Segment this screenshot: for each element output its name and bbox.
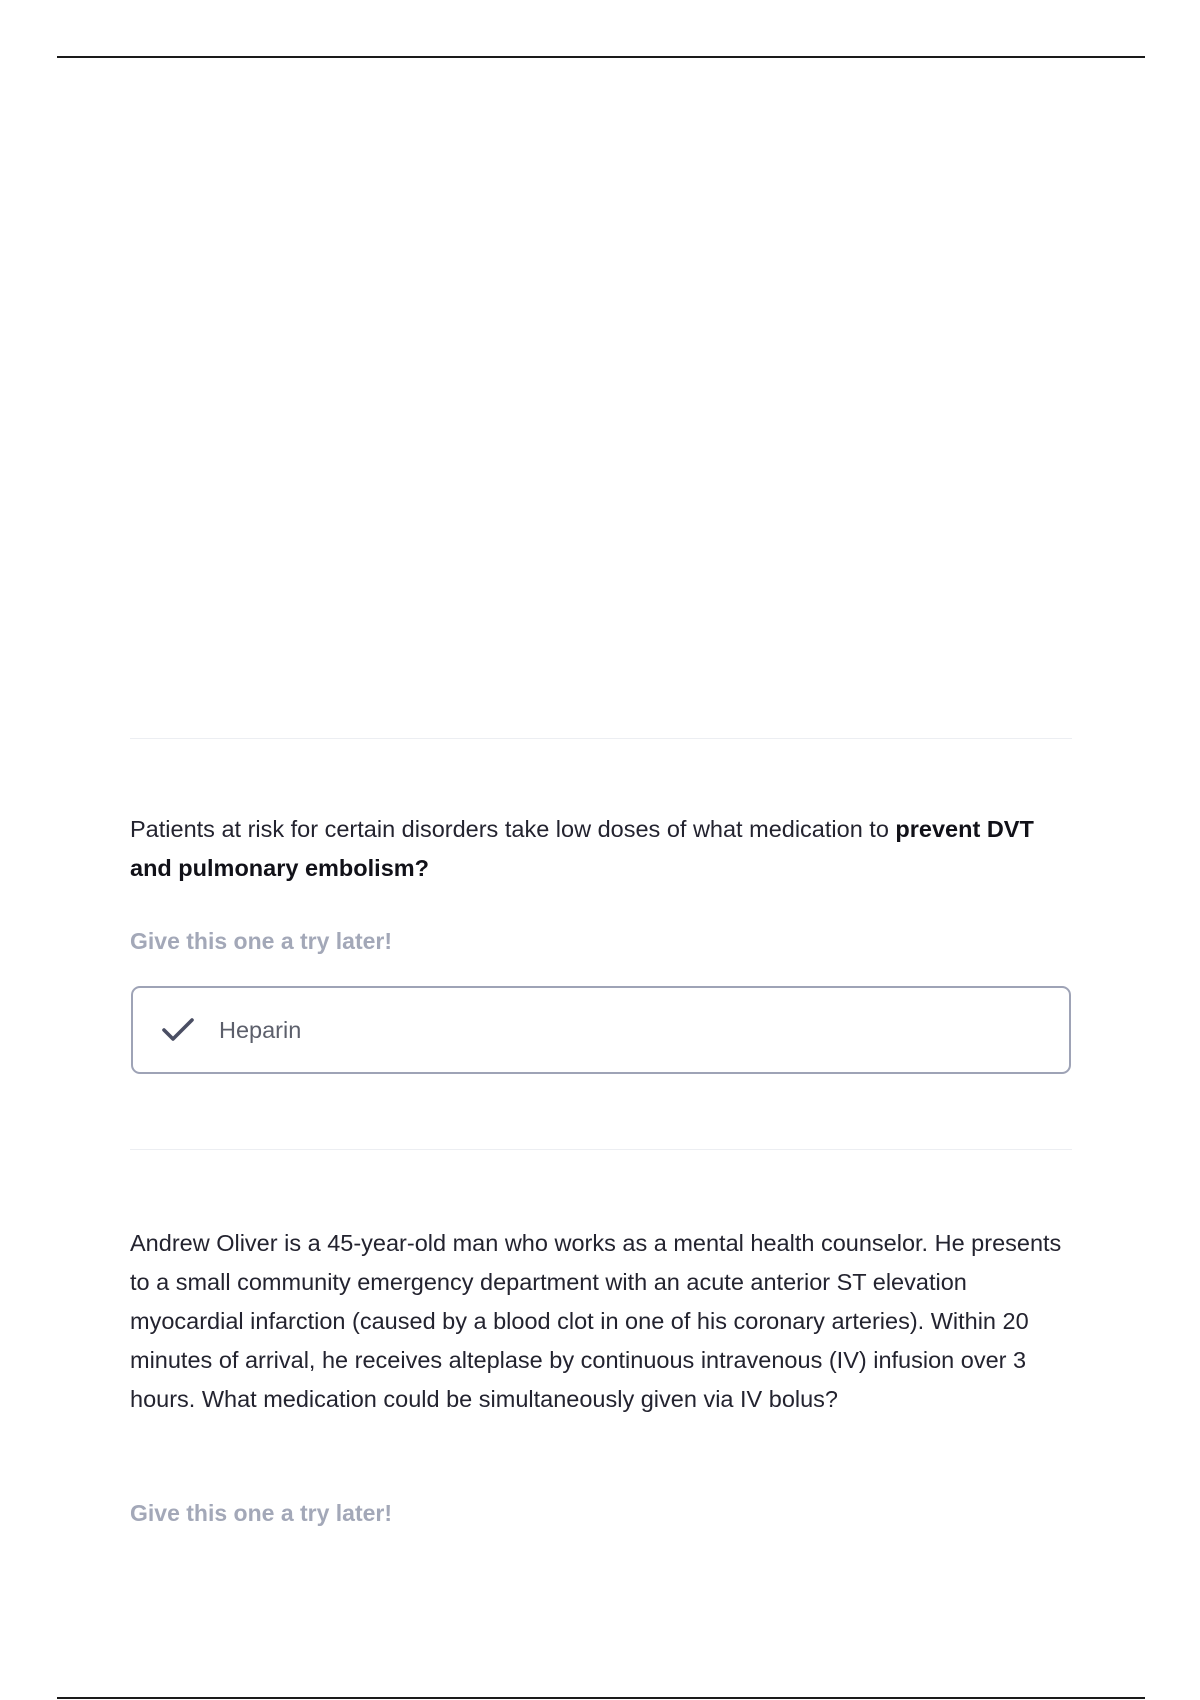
question-1-text-plain: Patients at risk for certain disorders take low doses of what medication to — [130, 816, 896, 842]
section-divider — [130, 738, 1072, 739]
section-divider — [130, 1149, 1072, 1150]
try-later-link[interactable]: Give this one a try later! — [130, 928, 393, 954]
try-later-link[interactable]: Give this one a try later! — [130, 1500, 393, 1526]
answer-text: Heparin — [219, 1016, 302, 1043]
question-1-text — [130, 810, 1080, 888]
page-bottom-rule — [57, 1697, 1145, 1699]
check-icon — [160, 1012, 196, 1048]
question-2-text: Andrew Oliver is a 45-year-old man who works as a mental health counselor. He presents to a small community emergency department with an acute anterior ST elevation myocardial infarction (caused by a blood clot in one of his coronary arteries). Within 20 minutes of arrival, he receives alteplase by continuous intravenous (IV) infusion over 3 hours. What medication could be simultaneously given via IV bolus? — [130, 1230, 1062, 1412]
question-1-text-bold: prevent DVT and pulmonary embolism? — [130, 816, 1034, 881]
answer-option[interactable] — [131, 986, 1071, 1074]
page-top-rule — [57, 56, 1145, 58]
